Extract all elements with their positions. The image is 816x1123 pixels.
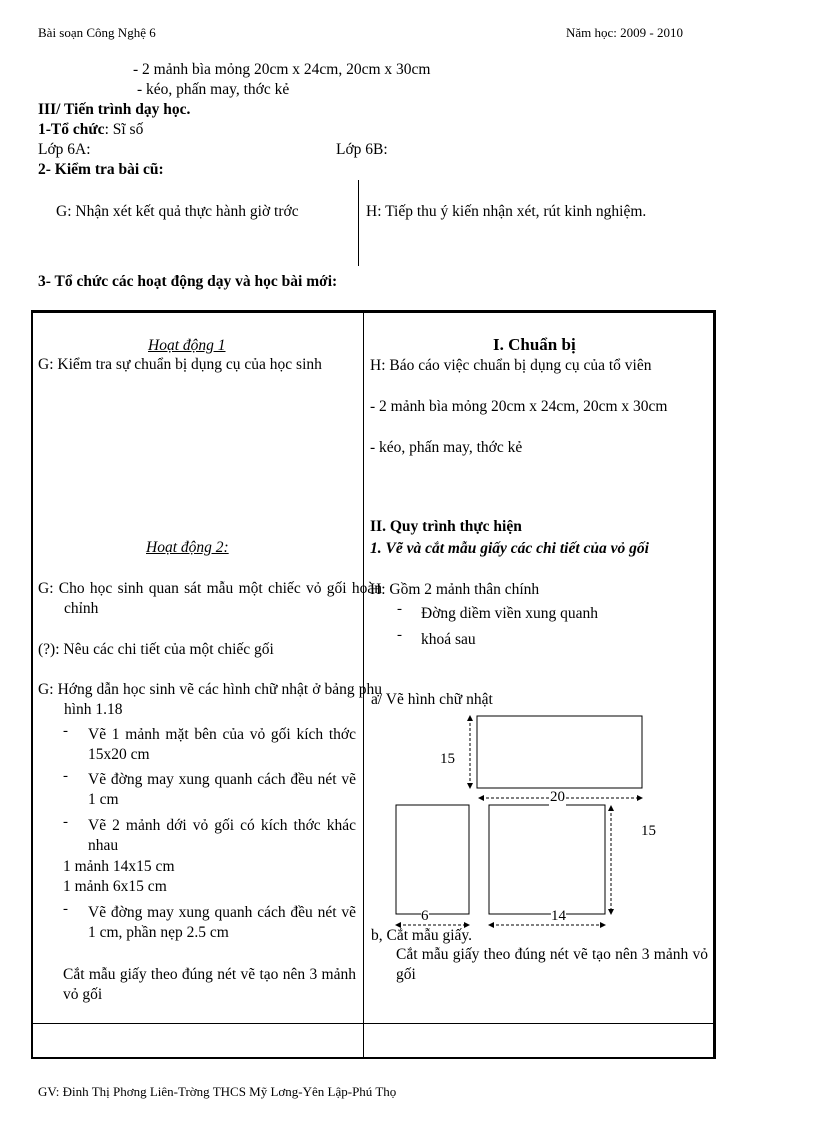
left-bullet-2: Vẽ đờng may xung quanh cách đều nét vẽ 1 cm <box>88 771 356 808</box>
bullet-2: - <box>63 768 68 784</box>
prep-text: H: Báo cáo việc chuẩn bị dụng cụ của tổ viên <box>370 357 652 374</box>
procedure-title: II. Quy trình thực hiện <box>370 518 522 535</box>
class-b: Lớp 6B: <box>336 141 388 158</box>
bullet-1: - <box>63 723 68 739</box>
teacher-guide-text: G: Hớng dẫn học sinh vẽ các hình chữ nhật ở bảng phụ hình 1.18 <box>38 681 382 718</box>
activity-1-text: G: Kiểm tra sự chuẩn bị dụng cụ của học sinh <box>38 356 322 373</box>
left-bullet-4: Vẽ đờng may xung quanh cách đều nét vẽ 1 cm, phần nẹp 2.5 cm <box>88 904 356 941</box>
footer-text: GV: Đinh Thị Phơng Liên-Trờng THCS Mỹ Lơng-Yên Lập-Phú Thọ <box>38 1084 397 1099</box>
size-2: 1 mảnh 6x15 cm <box>63 878 167 895</box>
dim-label-20: 20 <box>550 789 565 805</box>
cut-text: Cắt mẫu giấy theo đúng nét vẽ tạo nên 3 mảnh vỏ gối <box>396 946 708 983</box>
teacher-show-text: G: Cho học sinh quan sát mẫu một chiếc vỏ gối hoàn chỉnh <box>38 580 382 617</box>
org-label: 1-Tổ chức <box>38 121 105 138</box>
header-right: Năm học: 2009 - 2010 <box>566 25 683 40</box>
activities-title: 3- Tổ chức các hoạt động dạy và học bài mới: <box>38 273 338 290</box>
check-teacher: G: Nhận xét kết quả thực hành giờ trớc <box>56 203 299 220</box>
dim-label-6: 6 <box>421 908 429 924</box>
org-rest: : Sĩ số <box>104 121 144 138</box>
cut-label: b, Cắt mẫu giấy. <box>371 927 473 944</box>
left-cut-text: Cắt mẫu giấy theo đúng nét vẽ tạo nên 3 mảnh vỏ gối <box>63 966 356 1003</box>
bullet-4: - <box>63 901 68 917</box>
activity-1-title: Hoạt động 1 <box>148 337 226 354</box>
rect-6x15 <box>396 805 469 914</box>
part-2: khoá sau <box>421 631 476 648</box>
check-student: H: Tiếp thu ý kiến nhận xét, rút kinh nghiệm. <box>366 203 647 220</box>
prep-item-1: - 2 mảnh bìa mỏng 20cm x 24cm, 20cm x 30cm <box>370 398 668 415</box>
class-a: Lớp 6A: <box>38 141 91 158</box>
header-left: Bài soạn Công Nghệ 6 <box>38 25 156 40</box>
left-bullet-3: Vẽ 2 mảnh dới vỏ gối có kích thớc khác nhau <box>88 817 356 854</box>
part-1: Đờng diềm viền xung quanh <box>421 605 598 622</box>
question-text: (?): Nêu các chi tiết của một chiếc gối <box>38 641 274 658</box>
procedure-subtitle: 1. Vẽ và cắt mẫu giấy các chi tiết của vỏ gối <box>370 540 649 557</box>
size-1: 1 mảnh 14x15 cm <box>63 858 175 875</box>
dim-label-15a: 15 <box>440 751 455 767</box>
rect-14x15 <box>489 805 605 914</box>
dim-label-14: 14 <box>551 908 566 924</box>
material-item-2: - kéo, phấn may, thớc kẻ <box>137 81 290 98</box>
rect-15x20 <box>477 716 642 788</box>
right-bullet-2: - <box>397 627 402 643</box>
prep-title: I. Chuẩn bị <box>493 335 576 354</box>
parts-text: H: Gồm 2 mảnh thân chính <box>370 581 540 598</box>
material-item-1: - 2 mảnh bìa mỏng 20cm x 24cm, 20cm x 30cm <box>133 61 431 78</box>
activity-2-title: Hoạt động 2: <box>146 539 229 556</box>
section-title: III/ Tiến trình dạy học. <box>38 101 191 118</box>
right-bullet-1: - <box>397 601 402 617</box>
dim-label-15b: 15 <box>641 823 656 839</box>
prep-item-2: - kéo, phấn may, thớc kẻ <box>370 439 523 456</box>
draw-rect-label: a/ Vẽ hình chữ nhật <box>371 691 493 708</box>
bullet-3: - <box>63 814 68 830</box>
check-title: 2- Kiểm tra bài cũ: <box>38 161 164 178</box>
left-bullet-1: Vẽ 1 mảnh mặt bên của vỏ gối kích thớc 15x20 cm <box>88 726 356 763</box>
